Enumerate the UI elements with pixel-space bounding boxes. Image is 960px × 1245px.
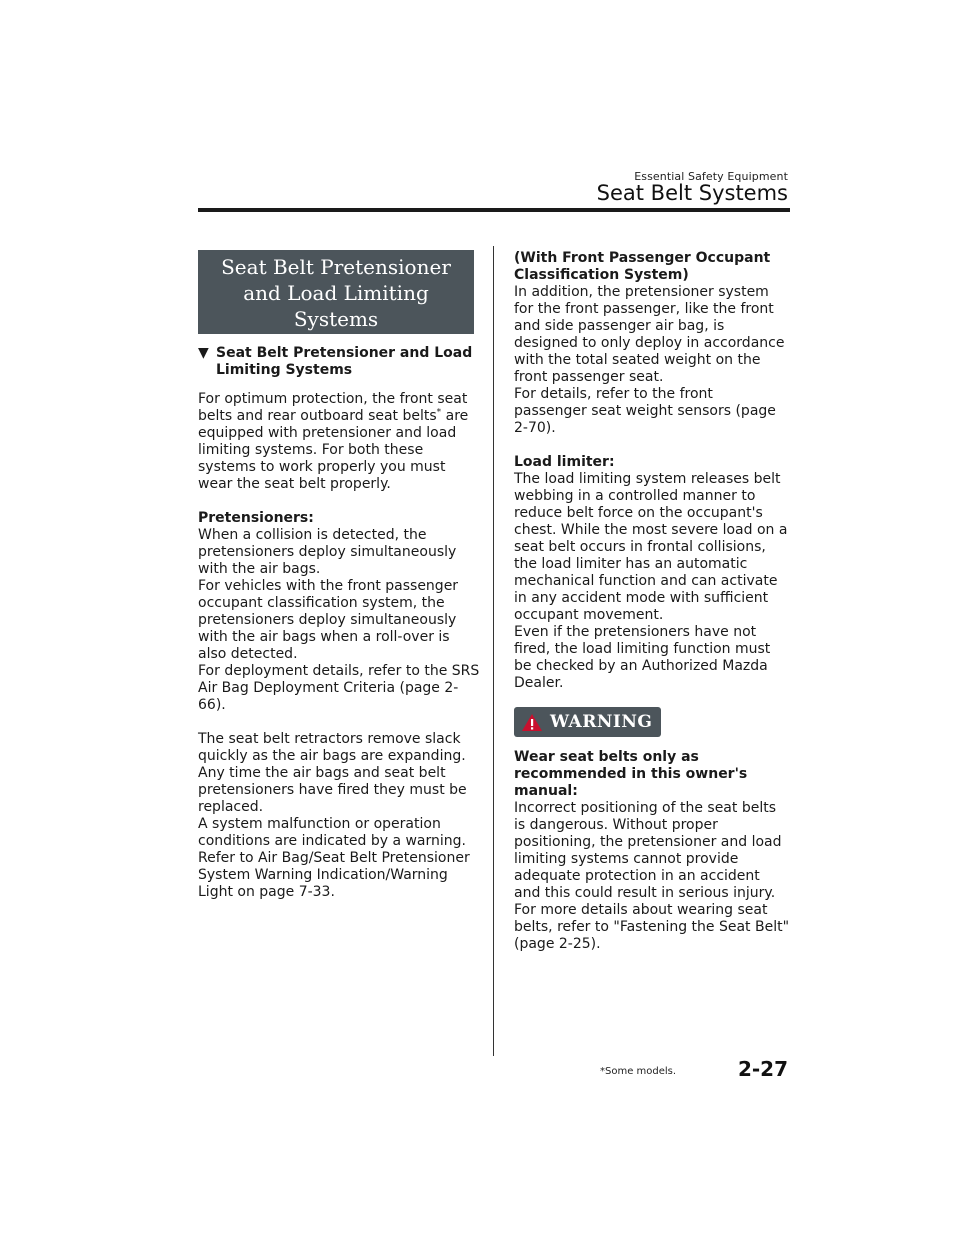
footnote-marker: * bbox=[436, 407, 442, 418]
warning-badge bbox=[514, 707, 661, 737]
retractors-paragraph: The seat belt retractors remove slack quickly as the air bags are expanding. Any time the air bags and seat belt pretensioners have fired they must be replaced. A system malfunction or operation conditions are indicated by a warning. Refer to Air Bag/Seat Belt Pretensioner System Warning Indication/Warning Light on page 7-33. bbox=[198, 731, 470, 900]
load-limiter-paragraph bbox=[514, 454, 790, 692]
triangle-down-icon: ▼ bbox=[198, 345, 209, 361]
section-title-box bbox=[198, 250, 474, 334]
header-subtitle: Essential Safety Equipment bbox=[634, 170, 788, 183]
left-column bbox=[198, 250, 480, 918]
section-title: Seat Belt Pretensioner and Load Limiting Systems bbox=[221, 255, 451, 331]
subsection-heading bbox=[198, 345, 480, 379]
subsection-heading-text: Seat Belt Pretensioner and Load Limiting Systems bbox=[216, 345, 473, 378]
pretensioners-text: When a collision is detected, the pretensioners deploy simultaneously with the air bags. For vehicles with the front passenger occupant classification system, the pretensioners deploy simultaneously with the air bags when a roll-over is also detected. For deployment details, refer to the SRS Air Bag Deployment Criteria (page 2-66). bbox=[198, 527, 480, 713]
warning-label: WARNING bbox=[550, 711, 653, 732]
warning-block bbox=[514, 707, 790, 737]
pretensioners-paragraph bbox=[198, 510, 480, 714]
passenger-paragraph bbox=[514, 250, 790, 437]
header-rule bbox=[198, 208, 790, 212]
intro-paragraph bbox=[198, 391, 480, 493]
column-divider bbox=[493, 246, 494, 1056]
right-column bbox=[514, 250, 790, 970]
load-limiter-label: Load limiter: bbox=[514, 454, 615, 470]
intro-text-end: are equipped with pretensioner and load limiting systems. For both these systems to work properly you must wear the seat belt properly. bbox=[198, 408, 469, 492]
passenger-label: (With Front Passenger Occupant Classification System) bbox=[514, 250, 771, 283]
warning-paragraph bbox=[514, 749, 790, 953]
page-number: 2-27 bbox=[737, 1057, 788, 1081]
load-limiter-text: The load limiting system releases belt webbing in a controlled manner to reduce belt force on the occupant's chest. While the most severe load on a seat belt occurs in frontal collisions, the load limiter has an automatic mechanical function and can activate in any accident mode with sufficient occupant movement. Even if the pretensioners have not fired, the load limiting function must be checked by an Authorized Mazda Dealer. bbox=[514, 471, 788, 691]
warning-triangle-icon bbox=[521, 713, 543, 732]
intro-text-start: For optimum protection, the front seat belts and rear outboard seat belts bbox=[198, 391, 468, 424]
page-title: Seat Belt Systems bbox=[596, 181, 788, 205]
warning-text: Incorrect positioning of the seat belts is dangerous. Without proper positioning, the pretensioner and load limiting systems cannot provide adequate protection in an accident and this could result in serious injury. For more details about wearing seat belts, refer to "Fastening the Seat Belt" (page 2-25). bbox=[514, 800, 790, 952]
warning-heading: Wear seat belts only as recommended in this owner's manual: bbox=[514, 749, 748, 799]
passenger-text: In addition, the pretensioner system for the front passenger, like the front and side passenger air bag, is designed to only deploy in accordance with the total seated weight on the front passenger seat. For details, refer to the front passenger seat weight sensors (page 2-70). bbox=[514, 284, 785, 436]
pretensioners-label: Pretensioners: bbox=[198, 510, 314, 526]
footnote: *Some models. bbox=[600, 1066, 677, 1077]
